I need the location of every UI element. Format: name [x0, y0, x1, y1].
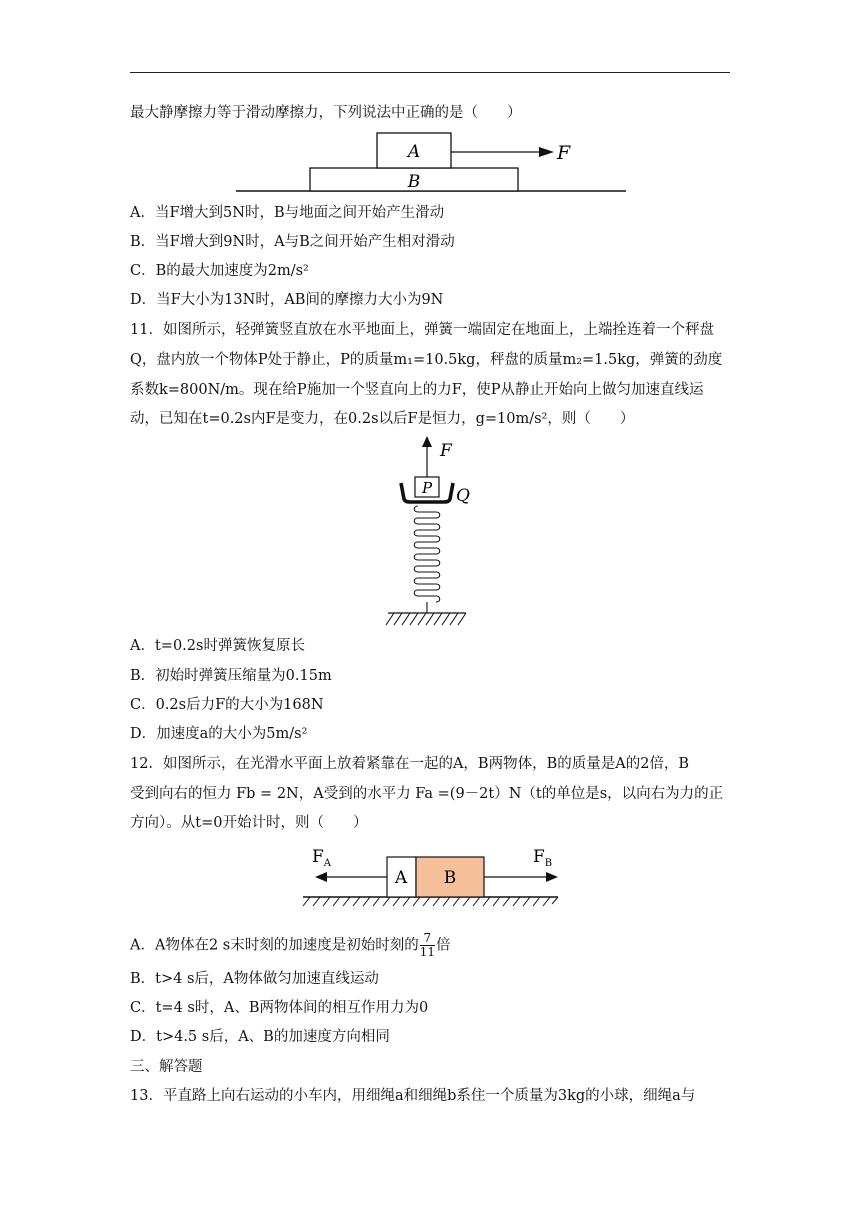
q11-option-b: B．初始时弹簧压缩量为0.15m — [130, 668, 332, 684]
q10-option-c: C．B的最大加速度为2m/s² — [130, 263, 309, 279]
label-force-a: F — [312, 847, 324, 867]
section-heading: 三、解答题 — [130, 1059, 203, 1075]
q12-figure — [300, 842, 570, 910]
label-b: B — [407, 172, 421, 192]
label-force-a-sub: A — [323, 858, 332, 869]
q11-line-4: 动，已知在t=0.2s内F是变力，在0.2s以后F是恒力，g=10m/s²，则（ ） — [130, 411, 635, 427]
q10-figure — [230, 130, 650, 200]
svg-text:FA — [312, 847, 332, 869]
svg-text:FB — [533, 847, 552, 869]
q12-option-d: D．t>4.5 s后，A、B的加速度方向相同 — [130, 1029, 390, 1045]
q11-line-3: 系数k=800N/m。现在给P施加一个竖直向上的力F，使P从静止开始向上做匀加速直线运 — [130, 382, 704, 398]
spring — [414, 506, 440, 602]
label-p: P — [421, 479, 433, 497]
arrow-right-icon — [546, 872, 558, 882]
label-a: A — [394, 868, 408, 888]
label-force: F — [557, 142, 571, 164]
label-force-b-sub: B — [544, 858, 553, 869]
q12-line-3: 方向）。从t=0开始计时，则（ ） — [130, 815, 368, 831]
fraction — [420, 932, 435, 959]
arrow-right-icon — [539, 147, 554, 157]
q12-option-c: C．t=4 s时，A、B两物体间的相互作用力为0 — [130, 1000, 429, 1016]
label-q: Q — [456, 486, 470, 506]
q10-option-d: D．当F大小为13N时，AB间的摩擦力大小为9N — [130, 292, 444, 308]
header-rule — [130, 72, 730, 73]
label-b: B — [443, 868, 457, 888]
q12-option-a — [130, 932, 451, 959]
fraction-denominator: 11 — [419, 945, 435, 959]
q12-option-a-prefix: A．A物体在2 s末时刻的加速度是初始时刻的 — [130, 937, 419, 954]
q11-option-c: C．0.2s后力F的大小为168N — [130, 697, 324, 713]
q11-option-d: D．加速度a的大小为5m/s² — [130, 726, 308, 742]
q11-figure — [370, 435, 510, 635]
label-force: F — [440, 441, 452, 461]
label-force-b: F — [533, 847, 545, 867]
label-a: A — [407, 142, 421, 162]
q10-option-b: B．当F增大到9N时，A与B之间开始产生相对滑动 — [130, 234, 455, 250]
q12-option-a-suffix: 倍 — [436, 937, 451, 954]
q12-line-1: 12．如图所示，在光滑水平面上放着紧靠在一起的A，B两物体，B的质量是A的2倍，B — [130, 756, 690, 772]
arrow-left-icon — [315, 872, 327, 882]
fraction-numerator: 7 — [420, 932, 435, 946]
q12-option-b: B．t>4 s后，A物体做匀加速直线运动 — [130, 971, 379, 987]
q10-intro: 最大静摩擦力等于滑动摩擦力，下列说法中正确的是（ ） — [130, 105, 522, 121]
q11-option-a: A．t=0.2s时弹簧恢复原长 — [130, 638, 305, 654]
q11-line-1: 11．如图所示，轻弹簧竖直放在水平地面上，弹簧一端固定在地面上，上端拴连着一个秤盘 — [130, 322, 714, 338]
arrow-up-icon — [422, 436, 432, 447]
q11-line-2: Q，盘内放一个物体P处于静止，P的质量m₁=10.5kg，秤盘的质量m₂=1.5kg，弹簧的劲度 — [130, 352, 723, 368]
q12-line-2: 受到向右的恒力 Fb = 2N，A受到的水平力 Fa =(9－2t）N（t的单位是s，以向右为力的正 — [130, 786, 724, 802]
q10-option-a: A．当F增大到5N时，B与地面之间开始产生滑动 — [130, 205, 445, 221]
q13-line-1: 13．平直路上向右运动的小车内，用细绳a和细绳b系住一个质量为3kg的小球，细绳a与 — [130, 1088, 696, 1104]
